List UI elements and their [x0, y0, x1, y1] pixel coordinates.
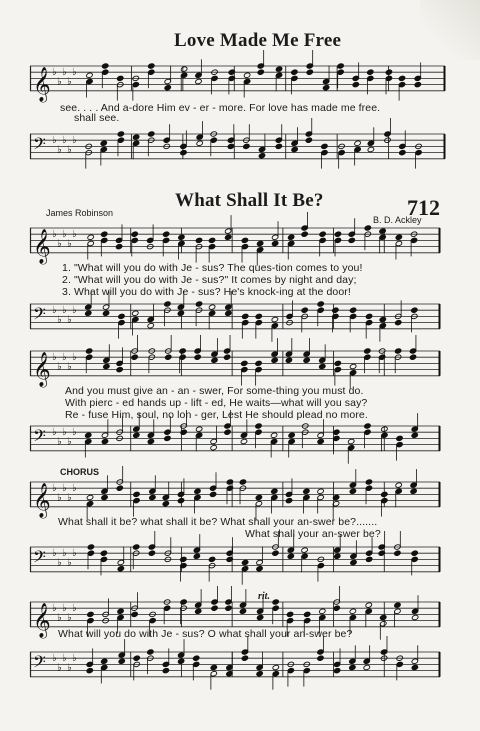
svg-text:♭: ♭ [67, 662, 72, 674]
verse-1-line-2: And you must give an - an - swer, For some-thing you must do. [65, 385, 364, 397]
svg-text:♭: ♭ [62, 603, 67, 615]
verse-1-line-1: 1. "What will you do with Je - sus? The ques-tion comes to you! [62, 262, 363, 274]
svg-text:♭: ♭ [57, 557, 62, 569]
svg-text:𝄢: 𝄢 [33, 133, 46, 158]
svg-text:♭: ♭ [67, 612, 72, 624]
hymn-a-lyric-line-2: shall see. [74, 112, 120, 124]
svg-text:♭: ♭ [62, 352, 67, 364]
verse-3-line-1: 3. What will you do with Je - sus? He's knock-ing at the door! [62, 286, 351, 298]
verse-3-line-2: Re - fuse Him, soul, no lon - ger, Lest He should plead no more. [65, 409, 368, 421]
svg-text:♭: ♭ [67, 361, 72, 373]
svg-text:♭: ♭ [52, 229, 57, 241]
svg-text:𝄢: 𝄢 [33, 303, 46, 328]
svg-text:♭: ♭ [72, 229, 77, 241]
system-2-bass-staff [30, 422, 440, 462]
verse-2-line-1: 2. "What will you do with Je - sus?" It comes by night and day; [62, 274, 357, 286]
svg-text:♭: ♭ [52, 483, 57, 495]
words-credit: James Robinson [46, 208, 114, 218]
svg-text:♭: ♭ [62, 483, 67, 495]
svg-text:♭: ♭ [67, 557, 72, 569]
svg-text:♭: ♭ [62, 653, 67, 665]
svg-text:♭: ♭ [72, 305, 77, 317]
hymn-a-lyric-line-1: see. . . . And a-dore Him ev - er - more. For love has made me free. [60, 102, 381, 114]
svg-text:♭: ♭ [62, 305, 67, 317]
page-fold-shadow [420, 0, 480, 60]
svg-text:♭: ♭ [52, 653, 57, 665]
svg-text:𝄞: 𝄞 [33, 228, 51, 264]
svg-text:♭: ♭ [52, 352, 57, 364]
system-3-treble-staff [30, 478, 440, 518]
svg-text:♭: ♭ [72, 67, 77, 79]
svg-text:♭: ♭ [67, 314, 72, 326]
chorus-label: CHORUS [60, 467, 100, 477]
ritardando-mark: rit. [258, 591, 270, 602]
svg-text:♭: ♭ [72, 548, 77, 560]
svg-text:𝄞: 𝄞 [33, 602, 51, 638]
svg-text:♭: ♭ [67, 492, 72, 504]
hymn-a-treble-staff [30, 62, 445, 104]
svg-text:♭: ♭ [57, 492, 62, 504]
svg-text:𝄢: 𝄢 [33, 546, 46, 571]
svg-text:♭: ♭ [62, 548, 67, 560]
svg-text:♭: ♭ [57, 612, 62, 624]
svg-text:♭: ♭ [62, 67, 67, 79]
hymn-a-bass-staff [30, 130, 445, 170]
chorus-line-1-lower: What shall your an-swer be? [245, 528, 381, 540]
hymn-b-title: What Shall It Be? [175, 190, 324, 211]
svg-text:♭: ♭ [67, 76, 72, 88]
svg-text:𝄢: 𝄢 [33, 651, 46, 676]
hymn-number: 712 [407, 195, 440, 220]
chorus-line-2: What will you do with Je - sus? O what shall your an-swer be? [58, 628, 353, 640]
svg-text:𝄞: 𝄞 [33, 482, 51, 518]
svg-text:♭: ♭ [72, 603, 77, 615]
svg-text:♭: ♭ [72, 483, 77, 495]
system-1-treble-staff [30, 224, 440, 264]
svg-text:♭: ♭ [52, 67, 57, 79]
svg-text:♭: ♭ [72, 427, 77, 439]
svg-text:♭: ♭ [67, 144, 72, 156]
chorus-line-1: What shall it be? what shall it be? What shall your an-swer be?....... [58, 516, 378, 528]
svg-text:♭: ♭ [57, 314, 62, 326]
svg-text:♭: ♭ [67, 238, 72, 250]
svg-text:♭: ♭ [72, 653, 77, 665]
svg-text:♭: ♭ [52, 603, 57, 615]
system-3-bass-staff [30, 543, 440, 583]
system-2-treble-staff [30, 347, 440, 387]
svg-text:♭: ♭ [57, 144, 62, 156]
svg-text:♭: ♭ [57, 361, 62, 373]
system-4-bass-staff [30, 648, 440, 688]
svg-text:♭: ♭ [67, 436, 72, 448]
svg-text:♭: ♭ [57, 238, 62, 250]
svg-text:♭: ♭ [52, 135, 57, 147]
svg-text:♭: ♭ [62, 229, 67, 241]
svg-text:♭: ♭ [72, 352, 77, 364]
svg-text:♭: ♭ [52, 427, 57, 439]
music-credit: B. D. Ackley [373, 215, 422, 225]
hymn-a-title: Love Made Me Free [174, 30, 342, 51]
verse-2-line-2: With pierc - ed hands up - lift - ed, He waits—what will you say? [65, 397, 368, 409]
svg-text:𝄞: 𝄞 [33, 66, 51, 102]
svg-text:♭: ♭ [57, 662, 62, 674]
svg-text:♭: ♭ [62, 135, 67, 147]
svg-text:♭: ♭ [52, 305, 57, 317]
svg-text:♭: ♭ [57, 76, 62, 88]
svg-text:♭: ♭ [52, 548, 57, 560]
svg-text:♭: ♭ [72, 135, 77, 147]
svg-text:𝄞: 𝄞 [33, 351, 51, 387]
system-1-bass-staff [30, 300, 440, 340]
svg-text:𝄢: 𝄢 [33, 425, 46, 450]
svg-text:♭: ♭ [62, 427, 67, 439]
svg-text:♭: ♭ [57, 436, 62, 448]
